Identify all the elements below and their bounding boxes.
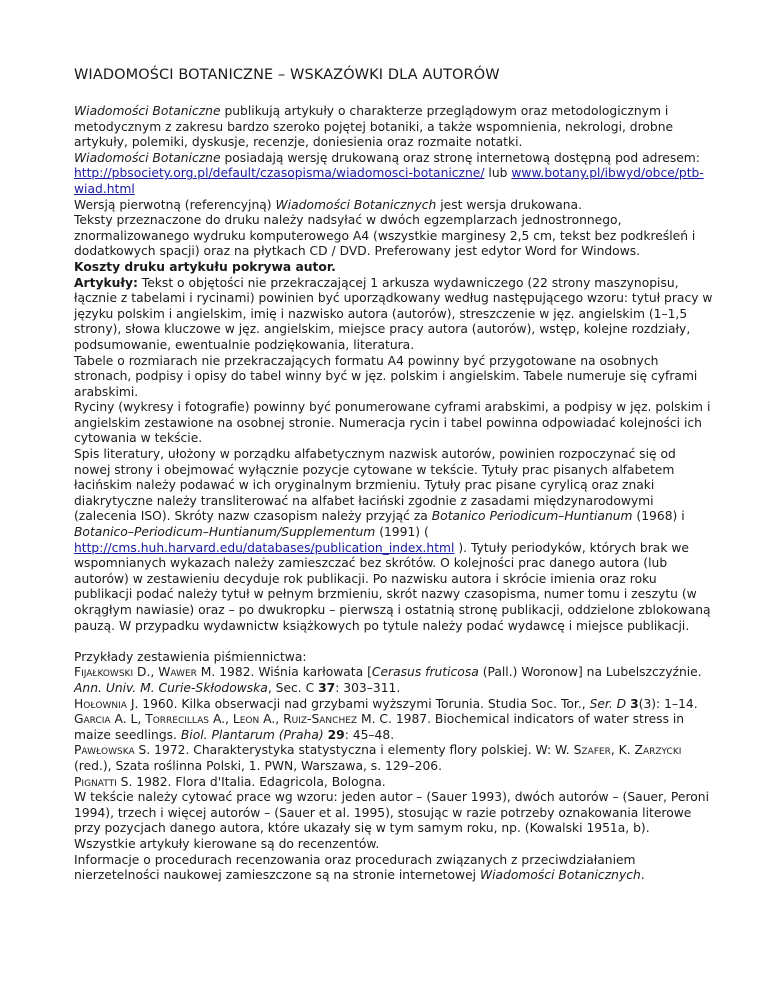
journal-name-genitive: Wiadomości Botanicznych	[275, 197, 437, 212]
reference-item: Fijałkowski D., Wawer M. 1982. Wiśnia karłowata [Cerasus fruticosa (Pall.) Woronow] na Lubelszczyźnie. Ann. Univ. M. Curie-Skłodowska, Sec. C 37: 303–311.	[74, 665, 702, 695]
document-page	[74, 66, 714, 884]
journal-name: Wiadomości Botaniczne	[74, 104, 221, 118]
botany-website-link[interactable]: www.botany.pl/ibwyd/obce/ptb-wiad.html	[74, 166, 704, 196]
literature-paragraph: Spis literatury, ułożony w porządku alfabetycznym nazwisk autorów, powinien rozpoczynać się od nowej strony i obejmować wyłącznie pozycje cytowane w tekście. Tytuły prac pisanych alfabetem łacińskim należy podawać w ich oryginalnym brzmieniu. Tytuły prac pisane cyrylicą oraz znaki diakrytyczne należy transliterować na alfabet łaciński zgodnie z zasadami międzynarodowymi (zalecenia ISO). Skróty nazw czasopism należy przyjąć za Botanico Periodicum–Huntianum (1968) i Botanico–Periodicum–Huntianum/Supplementum (1991) ( http://cms.huh.harvard.edu/databases/publication_index.html ). Tytuły periodyków, których brak we wspomnianych wykazach należy zamieszczać bez skrótów. O kolejności prac danego autora (lub autorów) w zestawieniu decyduje rok publikacji. Po nazwisku autora i skrócie imienia oraz roku publikacji podać należy tytuł w pełnym brzmieniu, skrót nazwy czasopisma, numer tomu i zeszytu (w okrągłym nawiasie) oraz – po dwukropku – pierwszą i ostatnią stronę publikacji, oddzielone zblokowaną pauzą. W przypadku wydawnictw książkowych po tytule należy podać wydawcę i miejsce publikacji.	[74, 447, 711, 633]
journal-name-genitive: Wiadomości Botanicznych	[479, 868, 641, 883]
website-paragraph: Wiadomości Botaniczne posiadają wersję drukowaną oraz stronę internetową dostępną pod adresem: http://pbsociety.org.pl/default/czasopisma/wiadomosci-botaniczne/ lub www.botany.pl/ibwyd/obce/ptb-wiad.html	[74, 150, 704, 196]
intro-paragraph: Wiadomości Botaniczne publikują artykuły o charakterze przeglądowym oraz metodologicznym i metodycznym z zakresu bardzo szeroko pojętej botaniki, a także wspomnienia, nekrologi, drobne artykuły, polemiki, dyskusje, recenzje, doniesienia oraz rozmaite notatki.	[74, 104, 674, 150]
articles-paragraph: Artykuły: Tekst o objętości nie przekraczającej 1 arkusza wydawniczego (22 strony maszynopisu, łącznie z tabelami i rycinami) powinien być uporządkowany według następującego wzoru: tytuł pracy w języku polskim i angielskim, imię i nazwisko autora (autorów), streszczenie w jęz. angielskim (1–1,5 strony), słowa kluczowe w jęz. angielskim, miejsce pracy autora (autorów), wstęp, kolejne rozdziały, podsumowanie, ewentualnie podziękowania, literatura.	[74, 275, 713, 352]
procedures-paragraph: Informacje o procedurach recenzowania oraz procedurach związanych z przeciwdziałaniem nierzetelności naukowej zamieszczone są na stronie internetowej Wiadomości Botanicznych.	[74, 852, 645, 883]
tables-paragraph: Tabele o rozmiarach nie przekraczających formatu A4 powinny być przygotowane na osobnych stronach, podpisy i opisy do tabel winny być w jęz. polskim i angielskim. Tabele numeruje się cyframi arabskimi.	[74, 353, 698, 399]
journal-name: Wiadomości Botaniczne	[74, 150, 221, 165]
reference-item: Hołownia J. 1960. Kilka obserwacji nad grzybami wyższymi Torunia. Studia Soc. Tor., Ser. D 3(3): 1–14.	[74, 696, 698, 711]
reference-item: Pignatti S. 1982. Flora d'Italia. Edagricola, Bologna.	[74, 774, 386, 789]
journal-website-link[interactable]: http://pbsociety.org.pl/default/czasopisma/wiadomosci-botaniczne/	[74, 166, 485, 181]
submission-paragraph: Teksty przeznaczone do druku należy nadsyłać w dwóch egzemplarzach jednostronnego, znormalizowanego wydruku komputerowego A4 (wszystkie marginesy 2,5 cm, tekst bez podkreśleń i dodatkowych spacji) oraz na płytkach CD / DVD. Preferowany jest edytor Word for Windows.	[74, 213, 696, 259]
citation-paragraph: W tekście należy cytować prace wg wzoru: jeden autor – (Sauer 1993), dwóch autorów – (Sauer, Peroni 1994), trzech i więcej autorów – (Sauer et al. 1995), stosując w razie potrzeby oznakowania literowe przy pozycjach danego autora, które ukazały się w tym samym roku, np. (Kowalski 1951a, b).	[74, 790, 709, 836]
examples-heading: Przykłady zestawienia piśmiennictwa:	[74, 649, 307, 664]
spacer	[74, 634, 714, 650]
costs-notice: Koszty druku artykułu pokrywa autor.	[74, 259, 336, 274]
articles-label: Artykuły:	[74, 275, 138, 290]
page-title: WIADOMOŚCI BOTANICZNE – WSKAZÓWKI DLA AUTORÓW	[74, 67, 500, 83]
review-paragraph: Wszystkie artykuły kierowane są do recenzentów.	[74, 836, 380, 851]
reference-item: Pawłowska S. 1972. Charakterystyka statystyczna i elementy flory polskiej. W: W. Szafer, K. Zarzycki (red.), Szata roślinna Polski, 1. PWN, Warszawa, s. 129–206.	[74, 743, 682, 773]
version-paragraph: Wersją pierwotną (referencyjną) Wiadomości Botanicznych jest wersja drukowana.	[74, 197, 582, 212]
figures-paragraph: Ryciny (wykresy i fotografie) powinny być ponumerowane cyframi arabskimi, a podpisy w jęz. polskim i angielskim zestawione na osobnej stronie. Numeracja rycin i tabel powinna odpowiadać kolejności ich cytowania w tekście.	[74, 400, 711, 446]
harvard-index-link[interactable]: http://cms.huh.harvard.edu/databases/publication_index.html	[74, 540, 455, 555]
reference-item: Garcia A. L, Torrecillas A., Leon A., Ruiz-Sanchez M. C. 1987. Biochemical indicators of water stress in maize seedlings. Biol. Plantarum (Praha) 29: 45–48.	[74, 712, 685, 742]
